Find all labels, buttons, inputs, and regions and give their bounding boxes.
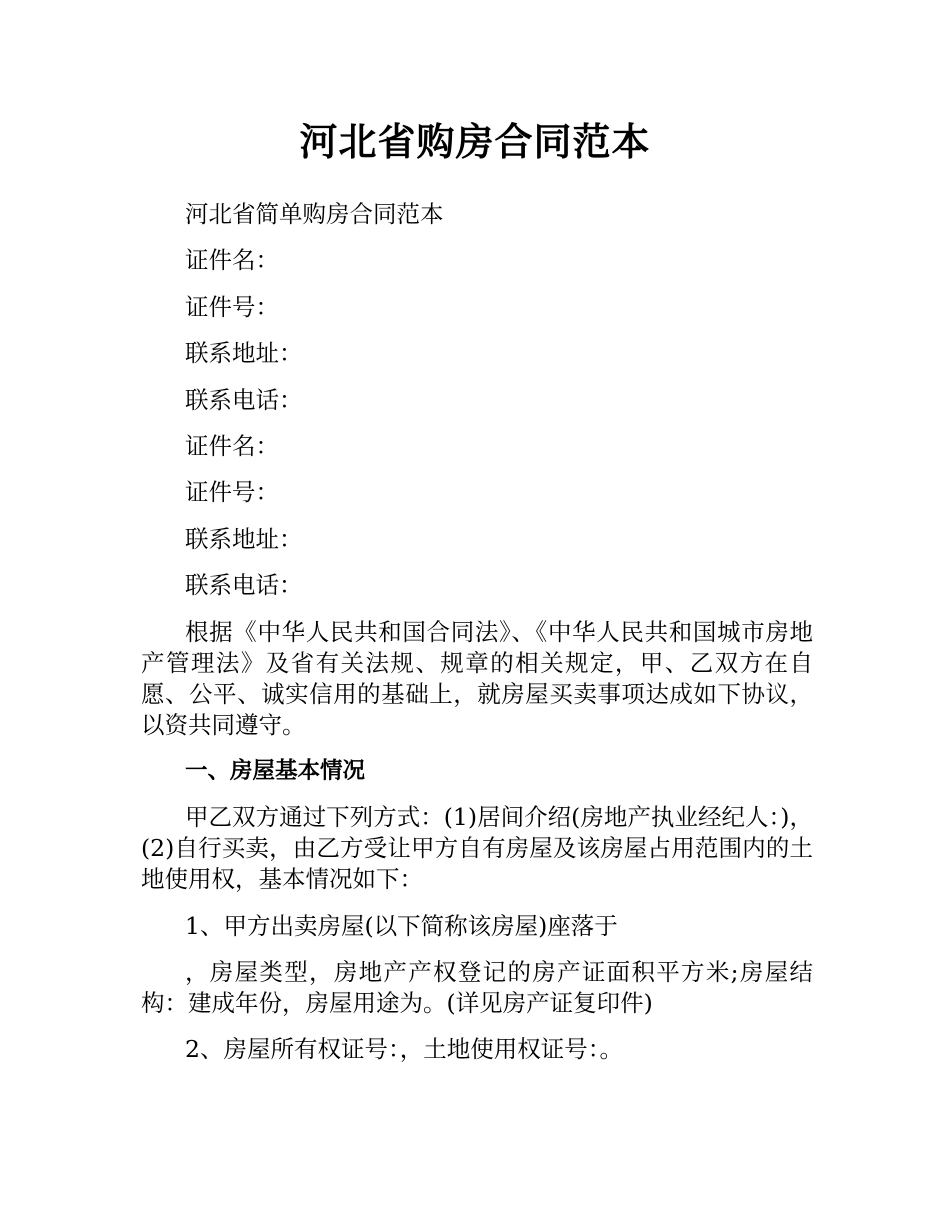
- clause-2: 2、房屋所有权证号：，土地使用权证号：。: [185, 1035, 623, 1064]
- document-subtitle: 河北省简单购房合同范本: [185, 200, 444, 228]
- section-intro-paragraph: 甲乙双方通过下列方式：(1)居间介绍(房地产执业经纪人：)，(2)自行买卖，由乙方受让甲方自有房屋及该房屋占用范围内的土地使用权，基本情况如下：: [141, 803, 813, 894]
- party-b-id-name: 证件名：: [185, 431, 279, 460]
- party-b-id-number: 证件号：: [185, 478, 279, 507]
- party-a-id-number: 证件号：: [185, 292, 279, 321]
- document-body: [141, 199, 813, 1081]
- preamble-paragraph: 根据《中华人民共和国合同法》、《中华人民共和国城市房地产管理法》及省有关法规、规章的相关规定，甲、乙双方在自愿、公平、诚实信用的基础上，就房屋买卖事项达成如下协议，以资共同遵守。: [141, 617, 813, 739]
- document-title: 河北省购房合同范本: [299, 120, 651, 164]
- party-a-address: 联系地址：: [185, 339, 303, 368]
- party-a-id-name: 证件名：: [185, 246, 279, 275]
- party-a-phone: 联系电话：: [185, 385, 303, 414]
- party-b-address: 联系地址：: [185, 524, 303, 553]
- section-heading: 一、房屋基本情况: [185, 757, 366, 784]
- clause-1-continuation: ，房屋类型，房地产产权登记的房产证面积平方米;房屋结构：建成年份，房屋用途为。(详见房产证复印件): [141, 958, 813, 1018]
- party-b-phone: 联系电话：: [185, 571, 303, 600]
- clause-1: 1、甲方出卖房屋(以下简称该房屋)座落于: [185, 911, 618, 940]
